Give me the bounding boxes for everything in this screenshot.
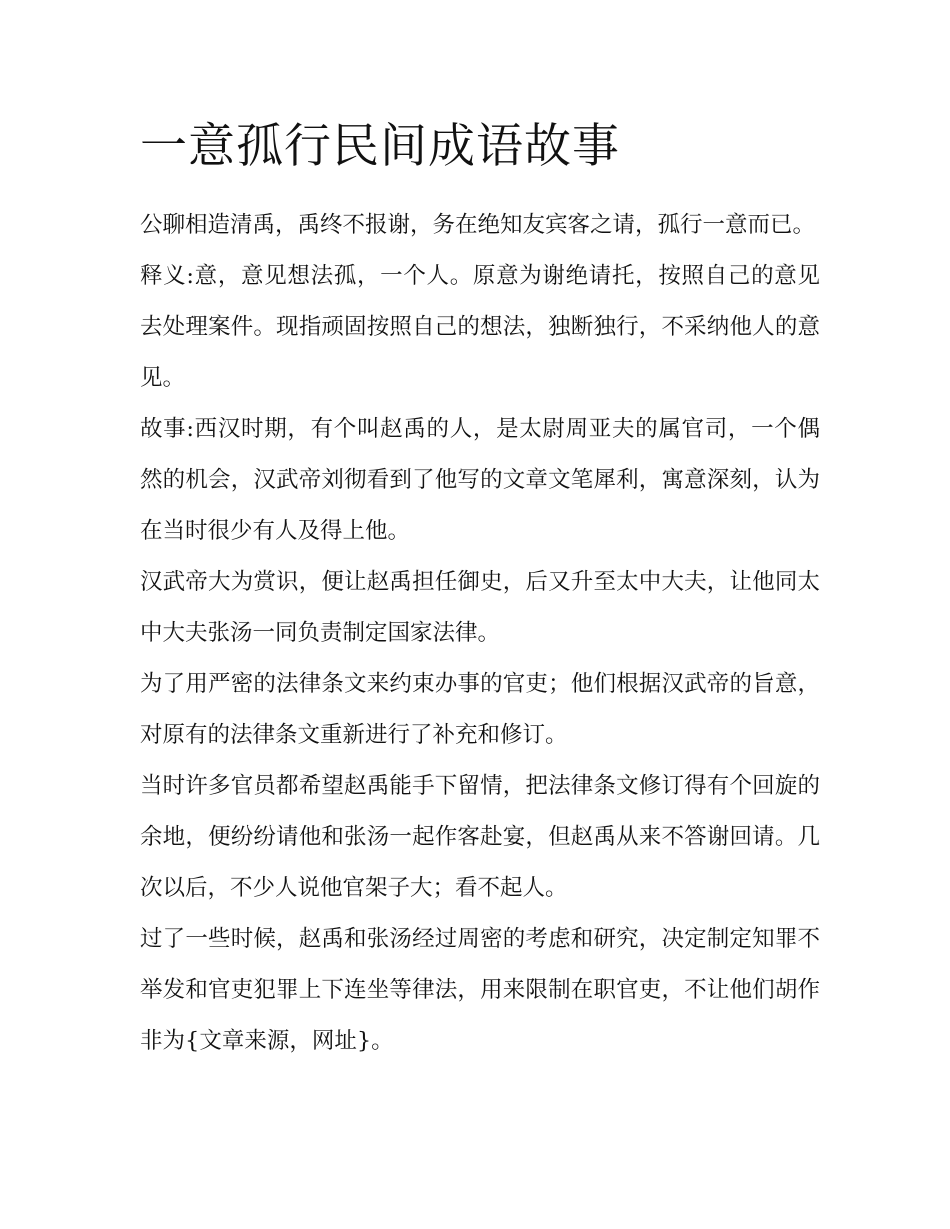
paragraph-definition: 释义:意，意见想法孤，一个人。原意为谢绝请托，按照自己的意见去处理案件。现指顽固按照自己的想法，独断独行，不采纳他人的意见。 — [140, 263, 820, 391]
paragraph-story-refusal: 当时许多官员都希望赵禹能手下留情，把法律条文修订得有个回旋的余地，便纷纷请他和张汤一起作客赴宴，但赵禹从来不答谢回请。几次以后，不少人说他官架子大；看不起人。 — [140, 773, 820, 901]
paragraph-source-quote: 公聊相造清禹，禹终不报谢，务在绝知友宾客之请，孤行一意而已。 — [140, 212, 816, 238]
document-title: 一意孤行民间成语故事 — [140, 119, 620, 174]
document-page — [140, 112, 820, 1067]
paragraph-story-conclusion: 过了一些时候，赵禹和张汤经过周密的考虑和研究，决定制定知罪不举发和官吏犯罪上下连坐等律法，用来限制在职官吏，不让他们胡作非为{文章来源，网址}。 — [140, 926, 820, 1054]
paragraph-story-law-revision: 为了用严密的法律条文来约束办事的官吏；他们根据汉武帝的旨意，对原有的法律条文重新进行了补充和修订。 — [140, 671, 820, 748]
paragraph-story-intro: 故事:西汉时期，有个叫赵禹的人，是太尉周亚夫的属官司，一个偶然的机会，汉武帝刘彻看到了他写的文章文笔犀利，寓意深刻，认为在当时很少有人及得上他。 — [140, 416, 820, 544]
paragraph-story-appointment: 汉武帝大为赏识，便让赵禹担任御史，后又升至太中大夫，让他同太中大夫张汤一同负责制定国家法律。 — [140, 569, 820, 646]
